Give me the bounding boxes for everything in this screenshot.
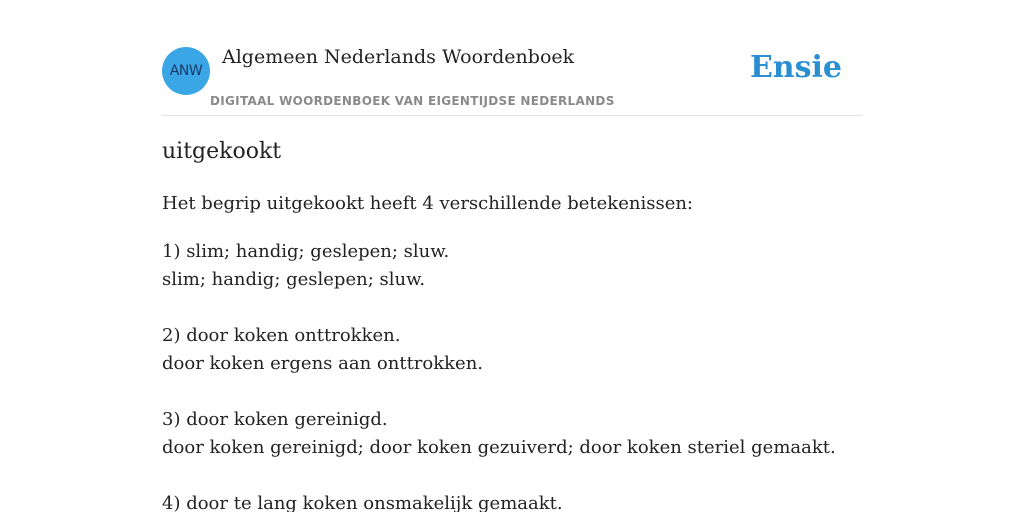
header-divider	[162, 115, 862, 116]
meaning-item	[162, 238, 862, 294]
meaning-title: 2) door koken onttrokken.	[162, 325, 401, 346]
entry-intro: Het begrip uitgekookt heeft 4 verschillende betekenissen:	[162, 193, 693, 214]
meaning-title: 1) slim; handig; geslepen; sluw.	[162, 241, 450, 262]
meaning-title: 3) door koken gereinigd.	[162, 409, 388, 430]
page-title: uitgekookt	[162, 139, 282, 164]
meaning-description: slim; handig; geslepen; sluw.	[162, 269, 426, 290]
anw-logo[interactable]	[162, 47, 210, 95]
site-title[interactable]: Algemeen Nederlands Woordenboek	[222, 46, 575, 68]
meaning-title: 4) door te lang koken onsmakelijk gemaakt.	[162, 493, 563, 512]
meaning-description: door koken ergens aan onttrokken.	[162, 353, 484, 374]
meaning-description: door koken gereinigd; door koken gezuiverd; door koken steriel gemaakt.	[162, 437, 836, 458]
meaning-item	[162, 322, 862, 378]
meaning-item	[162, 406, 862, 462]
meaning-item	[162, 490, 862, 512]
site-subtitle: DIGITAAL WOORDENBOEK VAN EIGENTIJDSE NEDERLANDS	[210, 94, 615, 108]
anw-logo-text: ANW	[169, 63, 203, 79]
meanings-list	[162, 238, 862, 512]
ensie-brand-link[interactable]: Ensie	[749, 50, 842, 85]
